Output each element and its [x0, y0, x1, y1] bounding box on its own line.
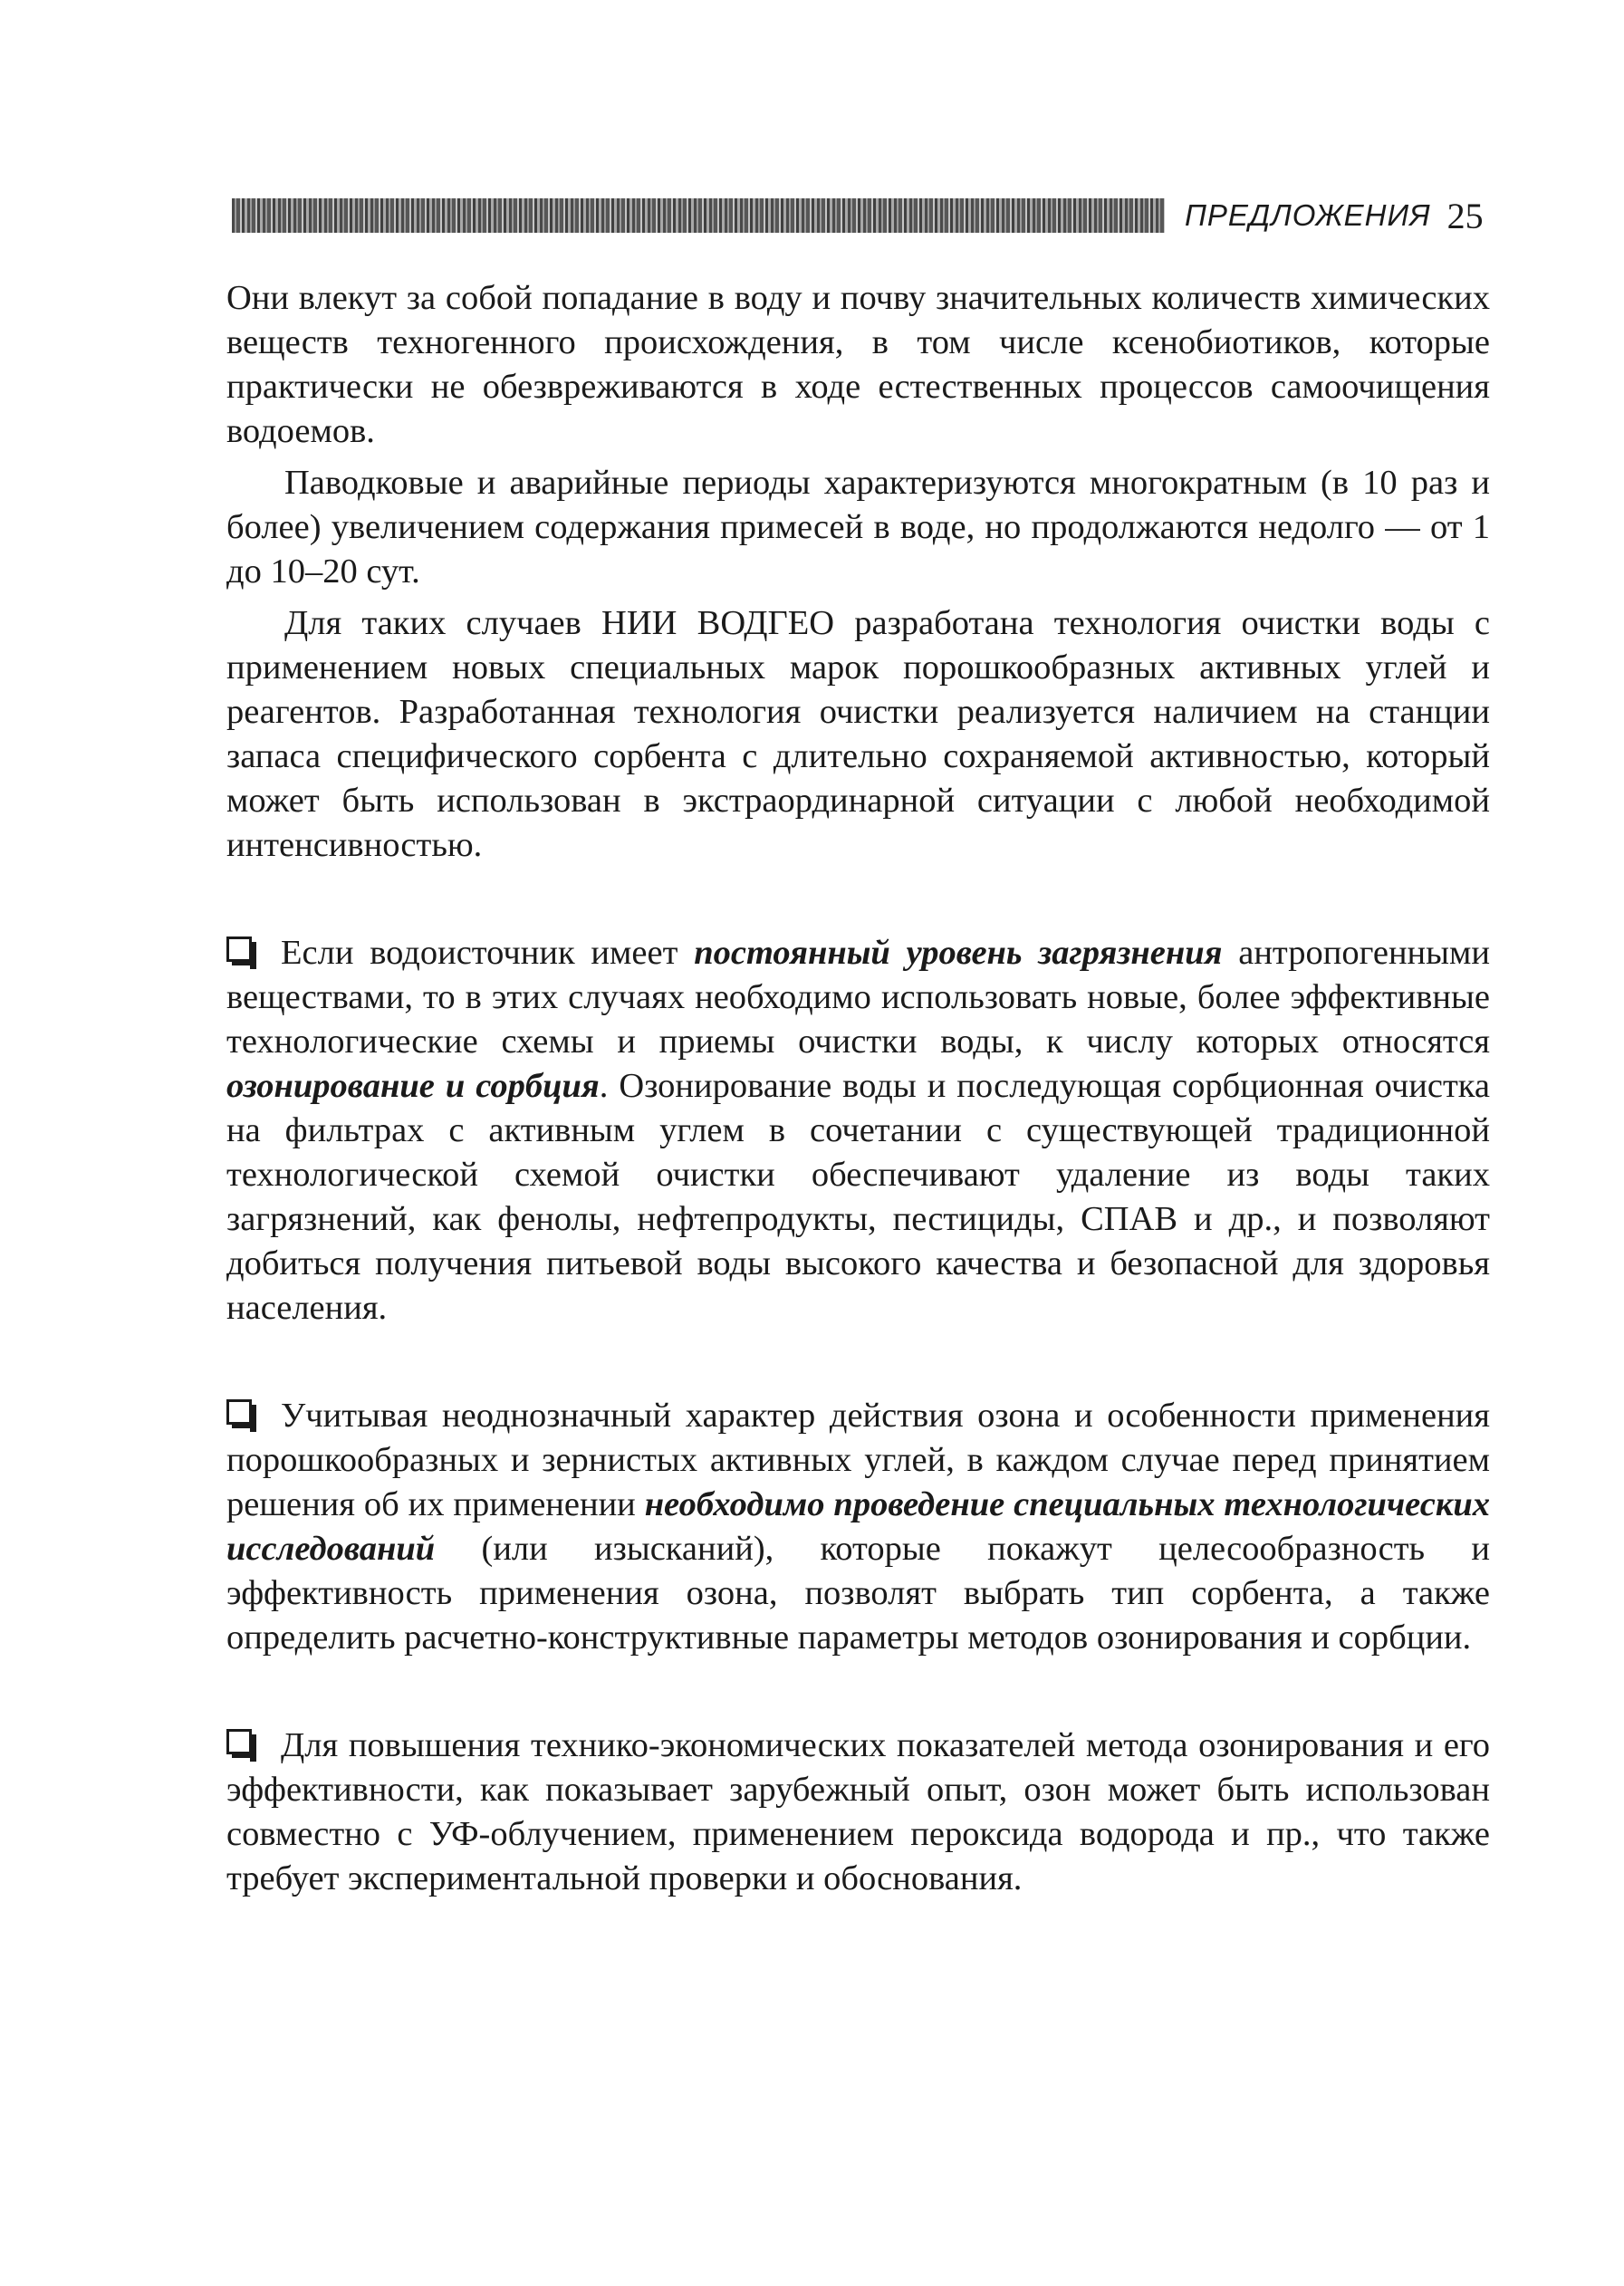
page-header	[232, 188, 1491, 243]
checkbox-icon	[226, 936, 261, 967]
emphasized-text: постоянный уровень загрязнения	[694, 934, 1223, 972]
emphasized-text: необходимо проведение специальных технологических исследований	[226, 1485, 1491, 1568]
decorative-header-band	[232, 198, 1165, 233]
recommendation-block	[226, 931, 1490, 1330]
paragraph: Для таких случаев НИИ ВОДГЕО разработана технология очистки воды с применением новых специальных марок порошкообразных активных углей и реагентов. Разработанная технология очистки реализуется наличием на станции запаса специфического сорбента с длительно сохраняемой активностью, который может быть использован в экстраординарной ситуации с любой необходимой интенсивностью.	[226, 604, 1490, 864]
block-text: антропогенными веществами, то в этих случаях необходимо использовать новые, более эффективные технологические схемы и приемы очистки воды, к числу которых относятся	[226, 934, 1490, 1061]
emphasized-text: озонирование и сорбция	[226, 1067, 600, 1105]
recommendation-block	[226, 1394, 1490, 1660]
page-number: 25	[1446, 195, 1484, 236]
block-text: (или изысканий), которые покажут целесообразность и эффективность применения озона, позволят выбрать тип сорбента, а также определить расчетно-конструктивные параметры методов озонирования и сорбции.	[226, 1530, 1490, 1657]
paragraph: Они влекут за собой попадание в воду и почву значительных количеств химических веществ техногенного происхождения, в том числе ксенобиотиков, которые практически не обезвреживаются в ходе естественных процессов самоочищения водоемов.	[226, 279, 1490, 450]
checkbox-icon	[226, 1399, 261, 1430]
recommendation-block	[226, 1724, 1490, 1901]
paragraph: Паводковые и аварийные периоды характеризуются многократным (в 10 раз и более) увеличением содержания примесей в воде, но продолжаются недолго — от 1 до 10–20 сут.	[226, 464, 1490, 591]
block-text: Учитывая неоднозначный характер действия озона и особенности применения порошкообразных и зернистых активных углей, в каждом случае перед принятием решения об их применении	[226, 1397, 1490, 1523]
section-title: ПРЕДЛОЖЕНИЯ	[1185, 198, 1431, 232]
checkbox-icon	[226, 1729, 261, 1760]
block-text: Для повышения технико-экономических показателей метода озонирования и его эффективности, как показывает зарубежный опыт, озон может быть использован совместно с УФ-облучением, применением пероксида водорода и пр., что также требует экспериментальной проверки и обоснования.	[226, 1726, 1490, 1897]
page-body	[226, 276, 1490, 1936]
block-text: . Озонирование воды и последующая сорбционная очистка на фильтрах с активным углем в сочетании с существующей традиционной технологической схемой очистки обеспечивают удаление из воды таких загрязнений, как фенолы, нефтепродукты, пестициды, СПАВ и др., и позволяют добиться получения питьевой воды высокого качества и безопасной для здоровья населения.	[226, 1067, 1490, 1327]
block-text: Если водоисточник имеет	[281, 934, 695, 972]
